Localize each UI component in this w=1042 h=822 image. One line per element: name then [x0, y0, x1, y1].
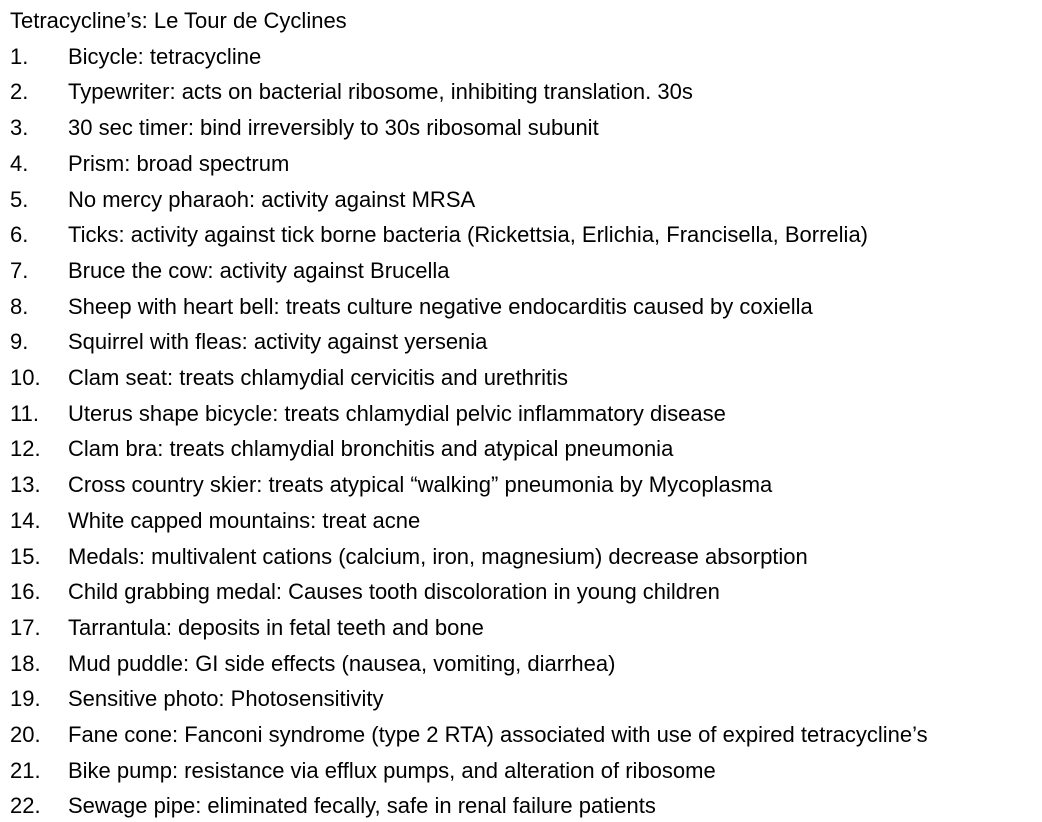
list-item-text: Ticks: activity against tick borne bacteria (Rickettsia, Erlichia, Francisella, Borrelia): [68, 222, 869, 248]
list-item-number: 9.: [10, 329, 29, 355]
list-item-number: 10.: [10, 365, 41, 391]
list-item-number: 8.: [10, 293, 29, 319]
list-item: [10, 289, 1042, 325]
list-item-text: White capped mountains: treat acne: [68, 507, 421, 533]
list-item-text: Prism: broad spectrum: [68, 150, 290, 176]
list-item-number: 7.: [10, 257, 29, 283]
list-item-text: Squirrel with fleas: activity against yersenia: [68, 329, 488, 355]
list-item-text: Clam seat: treats chlamydial cervicitis and urethritis: [68, 365, 569, 391]
list-item-number: 15.: [10, 543, 41, 569]
list-item-text: Medals: multivalent cations (calcium, iron, magnesium) decrease absorption: [68, 543, 808, 569]
document-title: Tetracycline’s: Le Tour de Cyclines: [10, 8, 347, 33]
list-item-number: 12.: [10, 436, 41, 462]
list-item: [10, 788, 1042, 822]
list-item: [10, 431, 1042, 467]
list-item: [10, 717, 1042, 753]
list-item-text: Cross country skier: treats atypical “walking” pneumonia by Mycoplasma: [68, 472, 773, 498]
list-item-number: 16.: [10, 579, 41, 605]
list-item-text: Sewage pipe: eliminated fecally, safe in renal failure patients: [68, 793, 656, 819]
list-item-number: 2.: [10, 79, 29, 105]
list-item-text: Uterus shape bicycle: treats chlamydial pelvic inflammatory disease: [68, 400, 726, 426]
list-item: [10, 467, 1042, 503]
list-item-text: Child grabbing medal: Causes tooth discoloration in young children: [68, 579, 720, 605]
list-item-number: 11.: [10, 400, 39, 426]
list-item: [10, 574, 1042, 610]
list-item-text: Typewriter: acts on bacterial ribosome, inhibiting translation. 30s: [68, 79, 693, 105]
list-item: [10, 503, 1042, 539]
list-item: [10, 646, 1042, 682]
list-item: [10, 681, 1042, 717]
list-item: [10, 74, 1042, 110]
list-item-number: 18.: [10, 650, 41, 676]
list-item-text: Mud puddle: GI side effects (nausea, vomiting, diarrhea): [68, 650, 616, 676]
list-item: [10, 39, 1042, 75]
list-item-number: 22.: [10, 793, 41, 819]
list-item: [10, 182, 1042, 218]
list-item-text: No mercy pharaoh: activity against MRSA: [68, 186, 476, 212]
list-item: [10, 324, 1042, 360]
list-item-number: 4.: [10, 150, 29, 176]
list-item-number: 19.: [10, 686, 41, 712]
list-item: [10, 610, 1042, 646]
list-item: [10, 539, 1042, 575]
list-item-text: Bicycle: tetracycline: [68, 43, 262, 69]
list-item-text: Clam bra: treats chlamydial bronchitis and atypical pneumonia: [68, 436, 674, 462]
list-item-text: Bruce the cow: activity against Brucella: [68, 257, 450, 283]
list-item: [10, 146, 1042, 182]
list-item-number: 14.: [10, 507, 41, 533]
list-item-number: 21.: [10, 757, 41, 783]
list-item: [10, 253, 1042, 289]
list-item-number: 13.: [10, 472, 41, 498]
list-item: [10, 360, 1042, 396]
list-item-number: 5.: [10, 186, 29, 212]
list-item-number: 1.: [10, 43, 29, 69]
list-item-number: 3.: [10, 115, 29, 141]
list-item-number: 17.: [10, 614, 41, 640]
list-item-text: Bike pump: resistance via efflux pumps, and alteration of ribosome: [68, 757, 716, 783]
list-item-number: 20.: [10, 722, 41, 748]
list-item: [10, 110, 1042, 146]
list-item: [10, 753, 1042, 789]
list-item-number: 6.: [10, 222, 29, 248]
list-item-text: Fane cone: Fanconi syndrome (type 2 RTA) associated with use of expired tetracycline’s: [68, 722, 928, 748]
list-item-text: Sensitive photo: Photosensitivity: [68, 686, 384, 712]
list-item-text: Sheep with heart bell: treats culture negative endocarditis caused by coxiella: [68, 293, 813, 319]
numbered-list: [10, 39, 1042, 822]
list-item: [10, 217, 1042, 253]
list-item-text: 30 sec timer: bind irreversibly to 30s ribosomal subunit: [68, 115, 599, 141]
list-item: [10, 396, 1042, 432]
list-item-text: Tarrantula: deposits in fetal teeth and bone: [68, 614, 484, 640]
